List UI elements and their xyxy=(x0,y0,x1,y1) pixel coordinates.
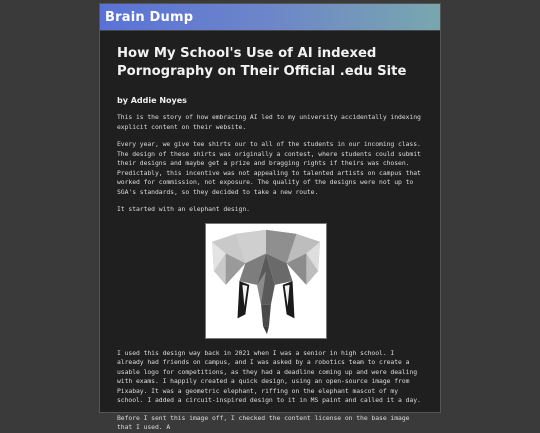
paragraph: Before I sent this image off, I checked the content license on the base image that I used. A xyxy=(117,413,410,431)
elephant-image xyxy=(205,223,327,339)
site-header xyxy=(100,4,440,31)
site-title-link[interactable]: Brain Dump xyxy=(105,9,194,25)
paragraph: This is the story of how embracing AI led to my university accidentally indexing explicit content on their website. xyxy=(117,113,421,131)
geometric-elephant-icon xyxy=(206,224,326,338)
paragraph: I used this design way back in 2021 when I was a senior in high school. I already had friends on campus, and I was asked by a robotics team to create a usable logo for competitions, as they had a deadline coming up and were dealing with exams. I happily created a quick design, using an open-source image from Pixabay. It was a geometric elephant, riffing on the elephant mascot of my school. I added a circuit-inspired design to it in MS paint and called it a day. xyxy=(117,348,421,404)
paragraph: It started with an elephant design. xyxy=(117,205,250,213)
post-content xyxy=(100,31,440,433)
paragraph: Every year, we give tee shirts our to all of the students in our incoming class. The design of these shirts was originally a contest, where students could submit their designs and maybe get a prize and bragging rights if theirs was chosen. Predictably, this incentive was not appealing to talented artists on campus that worked for commission, not exposure. The quality of the designs were not up to SGA's standards, so they decided to take a new route. xyxy=(117,140,421,196)
page-frame xyxy=(99,3,441,431)
post-byline: by Addie Noyes xyxy=(117,96,187,105)
post-title: How My School's Use of AI indexed Pornography on Their Official .edu Site xyxy=(117,46,407,79)
